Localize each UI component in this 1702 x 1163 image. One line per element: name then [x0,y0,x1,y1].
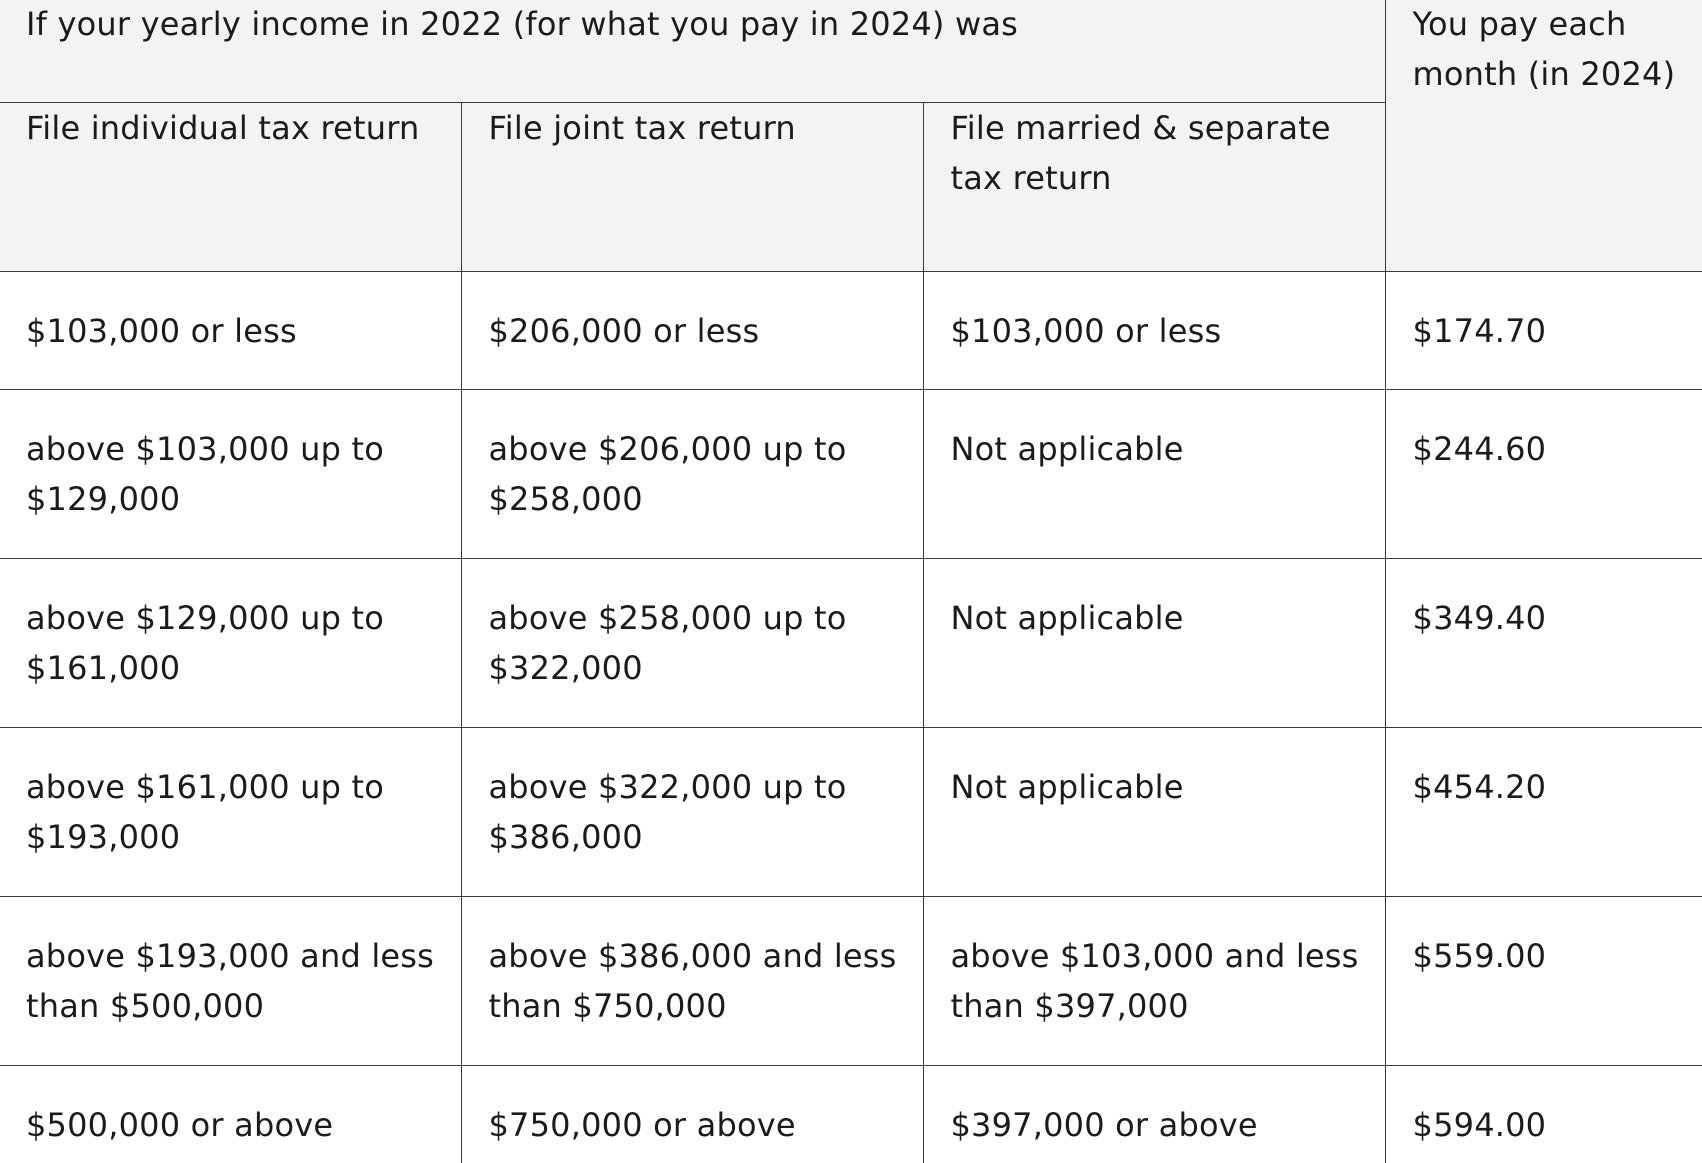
cell-individual: above $161,000 up to $193,000 [0,727,461,896]
cell-monthly-pay: $174.70 [1385,271,1702,389]
cell-separate: $397,000 or above [923,1065,1385,1163]
cell-monthly-pay: $454.20 [1385,727,1702,896]
table-row [0,1065,1702,1163]
cell-joint: above $206,000 up to $258,000 [461,389,923,558]
table-body [0,271,1702,1163]
cell-separate: $103,000 or less [923,271,1385,389]
cell-separate: Not applicable [923,389,1385,558]
cell-individual: $103,000 or less [0,271,461,389]
column-header-separate: File married & separate tax return [923,102,1385,271]
cell-individual: above $103,000 up to $129,000 [0,389,461,558]
cell-individual: above $193,000 and less than $500,000 [0,896,461,1065]
column-header-joint: File joint tax return [461,102,923,271]
cell-monthly-pay: $244.60 [1385,389,1702,558]
cell-joint: above $322,000 up to $386,000 [461,727,923,896]
monthly-pay-header: You pay each month (in 2024) [1385,0,1702,271]
cell-individual: above $129,000 up to $161,000 [0,558,461,727]
table-row [0,558,1702,727]
header-row-group [0,0,1702,102]
income-group-header: If your yearly income in 2022 (for what you pay in 2024) was [0,0,1385,102]
cell-separate: Not applicable [923,558,1385,727]
cell-joint: above $386,000 and less than $750,000 [461,896,923,1065]
cell-monthly-pay: $559.00 [1385,896,1702,1065]
column-header-individual: File individual tax return [0,102,461,271]
cell-joint: above $258,000 up to $322,000 [461,558,923,727]
table-row [0,271,1702,389]
cell-monthly-pay: $349.40 [1385,558,1702,727]
cell-individual: $500,000 or above [0,1065,461,1163]
table-row [0,389,1702,558]
cell-joint: $750,000 or above [461,1065,923,1163]
cell-separate: above $103,000 and less than $397,000 [923,896,1385,1065]
table-row [0,896,1702,1065]
table-row [0,727,1702,896]
table-header [0,0,1702,271]
cell-joint: $206,000 or less [461,271,923,389]
cell-monthly-pay: $594.00 [1385,1065,1702,1163]
cell-separate: Not applicable [923,727,1385,896]
